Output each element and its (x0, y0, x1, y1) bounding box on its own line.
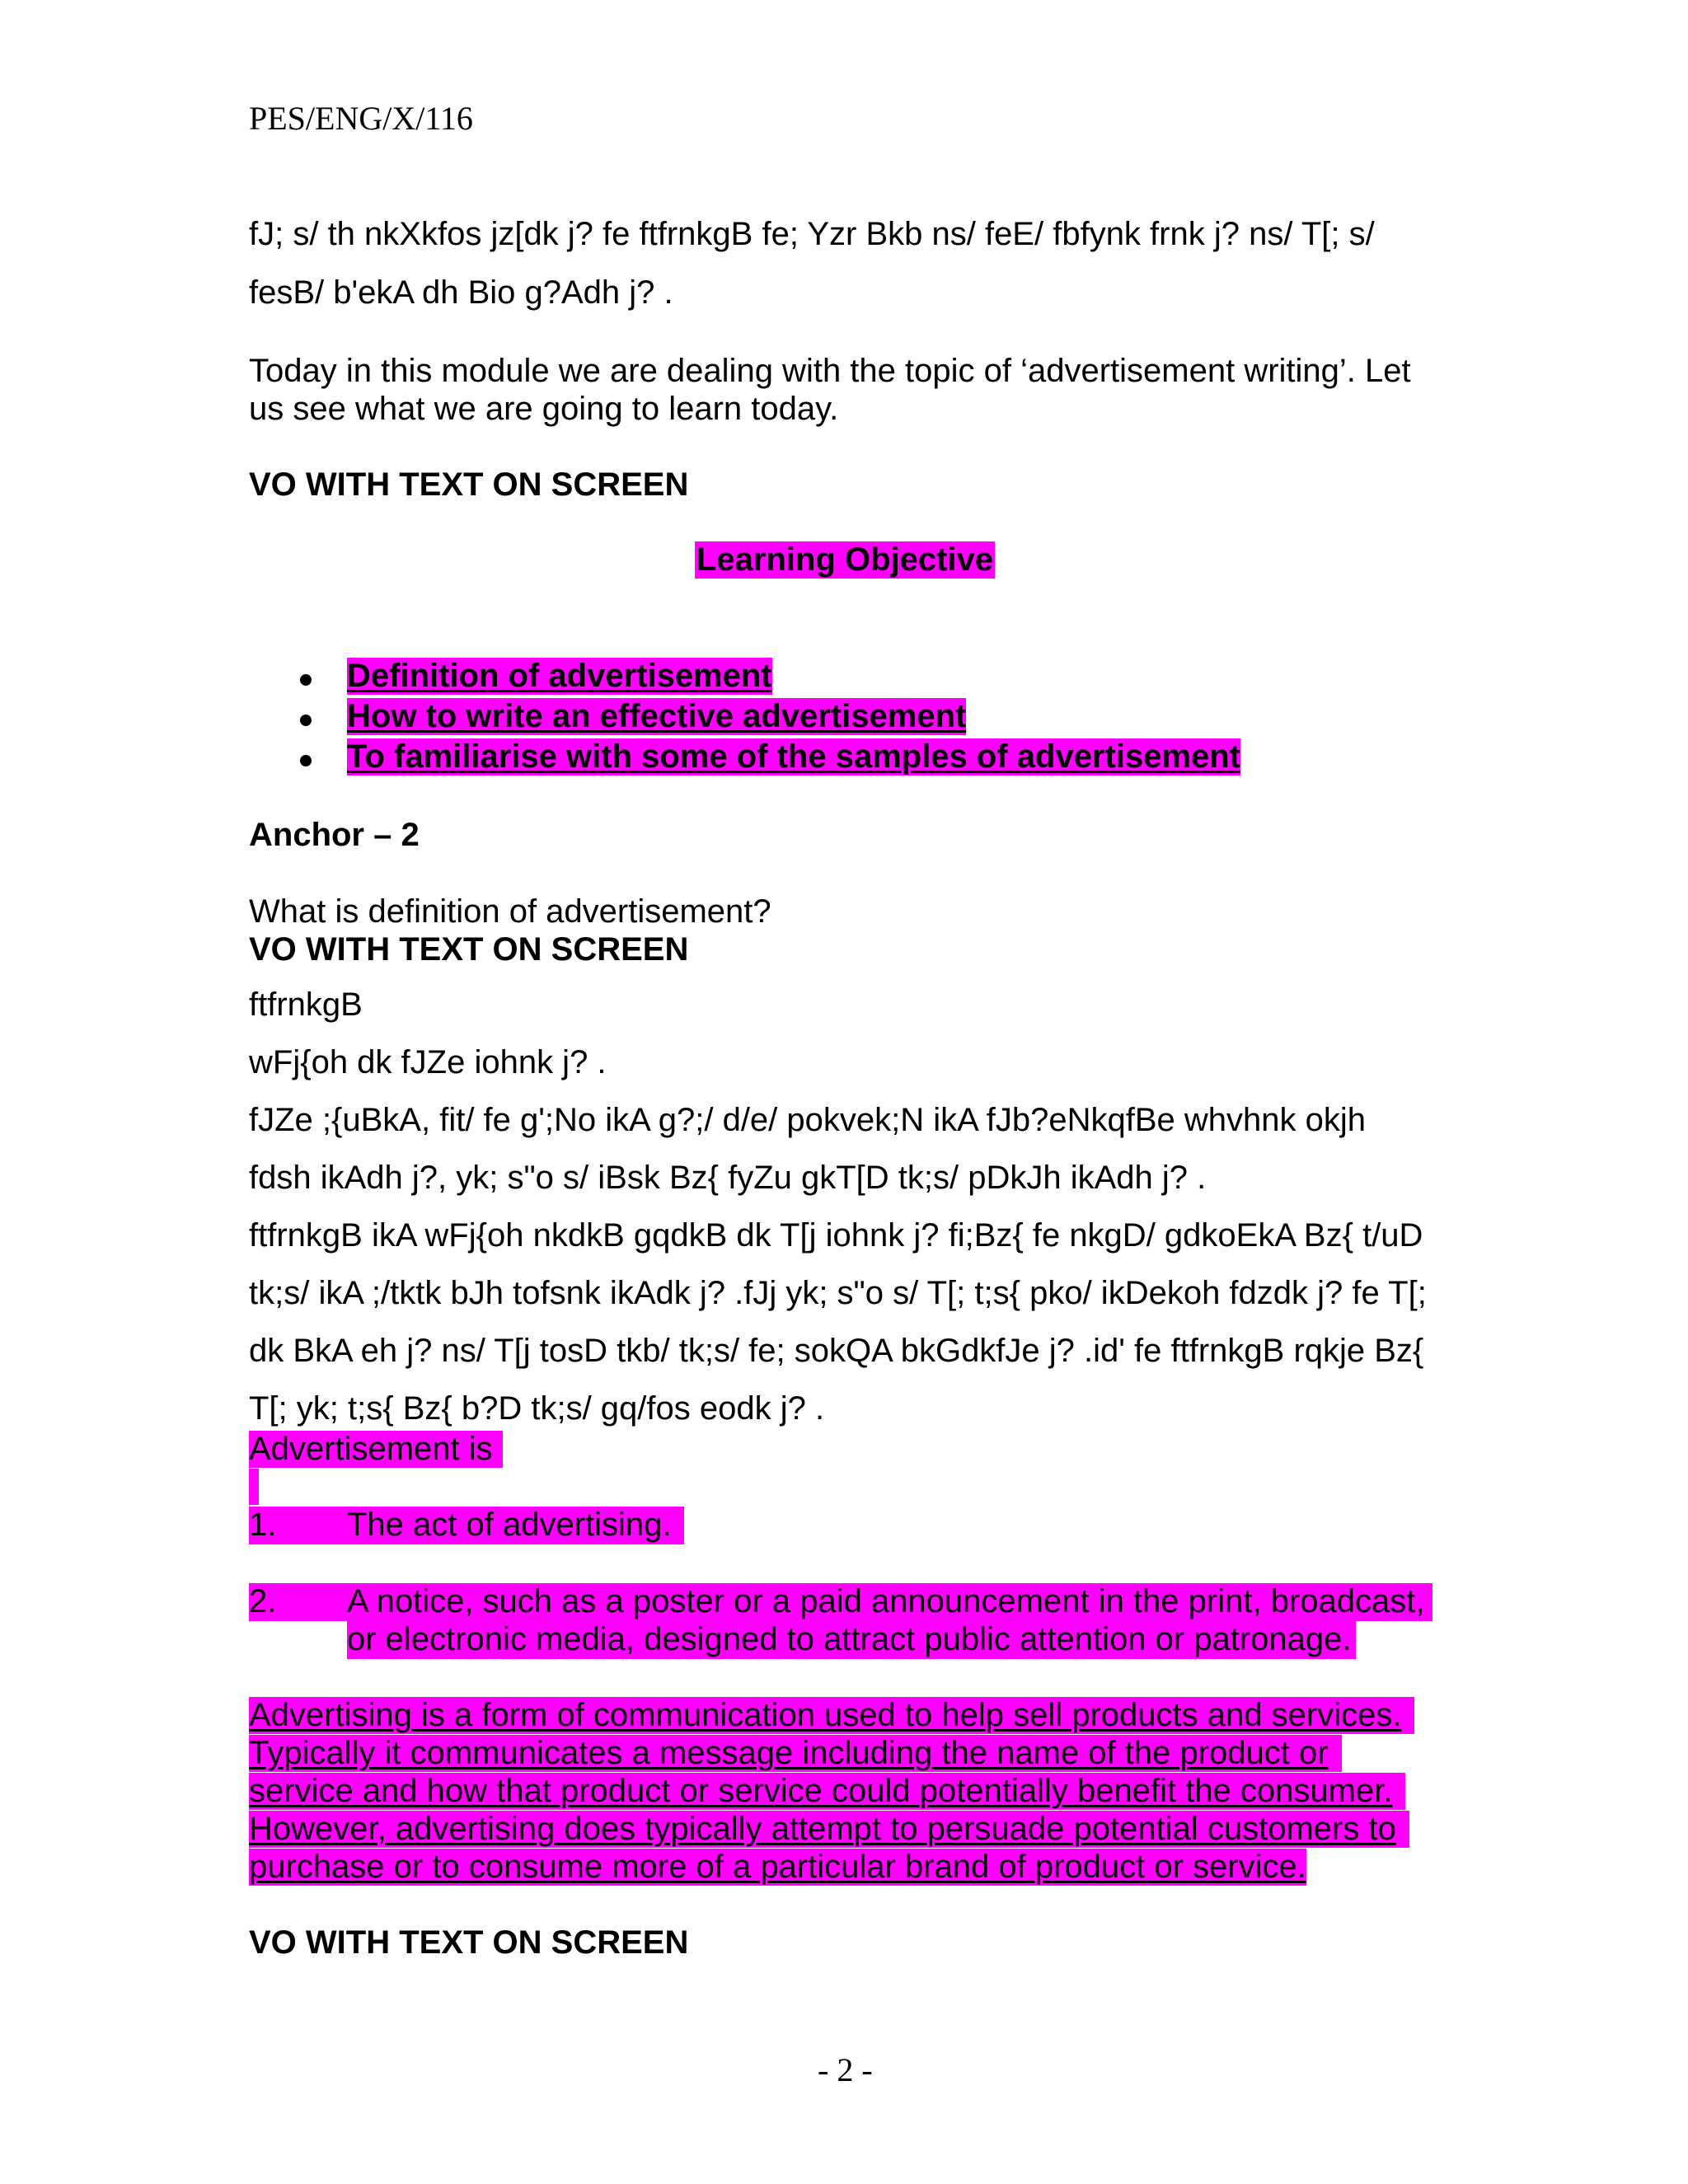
bullet-icon (300, 674, 312, 686)
page-number: - 2 - (818, 2051, 873, 2088)
definition-item-text: The act of advertising. (347, 1507, 672, 1543)
hindi-body-line: fdsh ikAdh j?, yk; s"o s/ iBsk Bz{ fyZu gkT[D tk;s/ pDkJh ikAdh j? . (249, 1160, 1207, 1196)
hindi-body-line: ftfrnkgB (249, 987, 363, 1023)
learning-objective-title: Learning Objective (696, 541, 994, 578)
advertising-paragraph-line: Typically it communicates a message including the name of the product or (249, 1735, 1342, 1772)
advertising-paragraph-line: However, advertising does typically attempt to persuade potential customers to (249, 1811, 1409, 1848)
learning-objective-item: How to write an effective advertisement (347, 698, 967, 734)
highlight-gap (249, 1469, 259, 1505)
intro-hindi-line: fJ; s/ th nkXkfos jz[dk j? fe ftfrnkgB fe; Yzr Bkb ns/ feE/ fbfynk frnk j? ns/ T[; s/ (249, 216, 1375, 252)
anchor-label: Anchor – 2 (249, 817, 420, 853)
definition-item-text: A notice, such as a poster or a paid announcement in the print, broadcast, (347, 1583, 1425, 1619)
hindi-body-line: dk BkA eh j? ns/ T[j tosD tkb/ tk;s/ fe; sokQA bkGdkfJe j? .id' fe ftfrnkgB rqkje Bz{ (249, 1333, 1424, 1369)
vo-label: VO WITH TEXT ON SCREEN (249, 931, 689, 968)
hindi-body-line: fJZe ;{uBkA, fit/ fe g';No ikA g?;/ d/e/ pokvek;N ikA fJb?eNkqfBe whvhnk okjh (249, 1102, 1366, 1138)
learning-objective-item: Definition of advertisement (347, 658, 772, 694)
learning-objective-item: To familiarise with some of the samples of advertisement (347, 738, 1241, 775)
intro-english-line: Today in this module we are dealing with the topic of ‘advertisement writing’. Let (249, 353, 1411, 389)
definition-heading: Advertisement is (249, 1431, 503, 1468)
vo-label: VO WITH TEXT ON SCREEN (249, 466, 689, 503)
intro-hindi-line: fesB/ b'ekA dh Bio g?Adh j? . (249, 274, 673, 311)
bullet-icon (300, 715, 312, 726)
intro-english-line: us see what we are going to learn today. (249, 391, 839, 427)
definition-item-number: 1. (249, 1507, 277, 1543)
hindi-body-line: ftfrnkgB ikA wFj{oh nkdkB gqdkB dk T[j iohnk j? fi;Bz{ fe nkgD/ gdkoEkA Bz{ t/uD (249, 1217, 1423, 1254)
hindi-body-line: T[; yk; t;s{ Bz{ b?D tk;s/ gq/fos eodk j? . (249, 1390, 825, 1427)
hindi-body-line: tk;s/ ikA ;/tktk bJh tofsnk ikAdk j? .fJj yk; s"o s/ T[; t;s{ pko/ ikDekoh fdzdk j? fe T[; (249, 1275, 1427, 1311)
vo-label: VO WITH TEXT ON SCREEN (249, 1924, 689, 1961)
definition-item-number: 2. (249, 1583, 277, 1619)
doc-code-header: PES/ENG/X/116 (249, 100, 473, 137)
bullet-icon (300, 755, 312, 766)
advertising-paragraph-line: purchase or to consume more of a particular brand of product or service. (249, 1849, 1306, 1885)
advertising-paragraph-line: Advertising is a form of communication used to help sell products and services. (249, 1697, 1414, 1734)
advertising-paragraph-line: service and how that product or service could potentially benefit the consumer. (249, 1773, 1405, 1810)
anchor-question: What is definition of advertisement? (249, 893, 771, 930)
definition-item-text: or electronic media, designed to attract public attention or patronage. (347, 1621, 1352, 1657)
hindi-body-line: wFj{oh dk fJZe iohnk j? . (249, 1044, 607, 1080)
